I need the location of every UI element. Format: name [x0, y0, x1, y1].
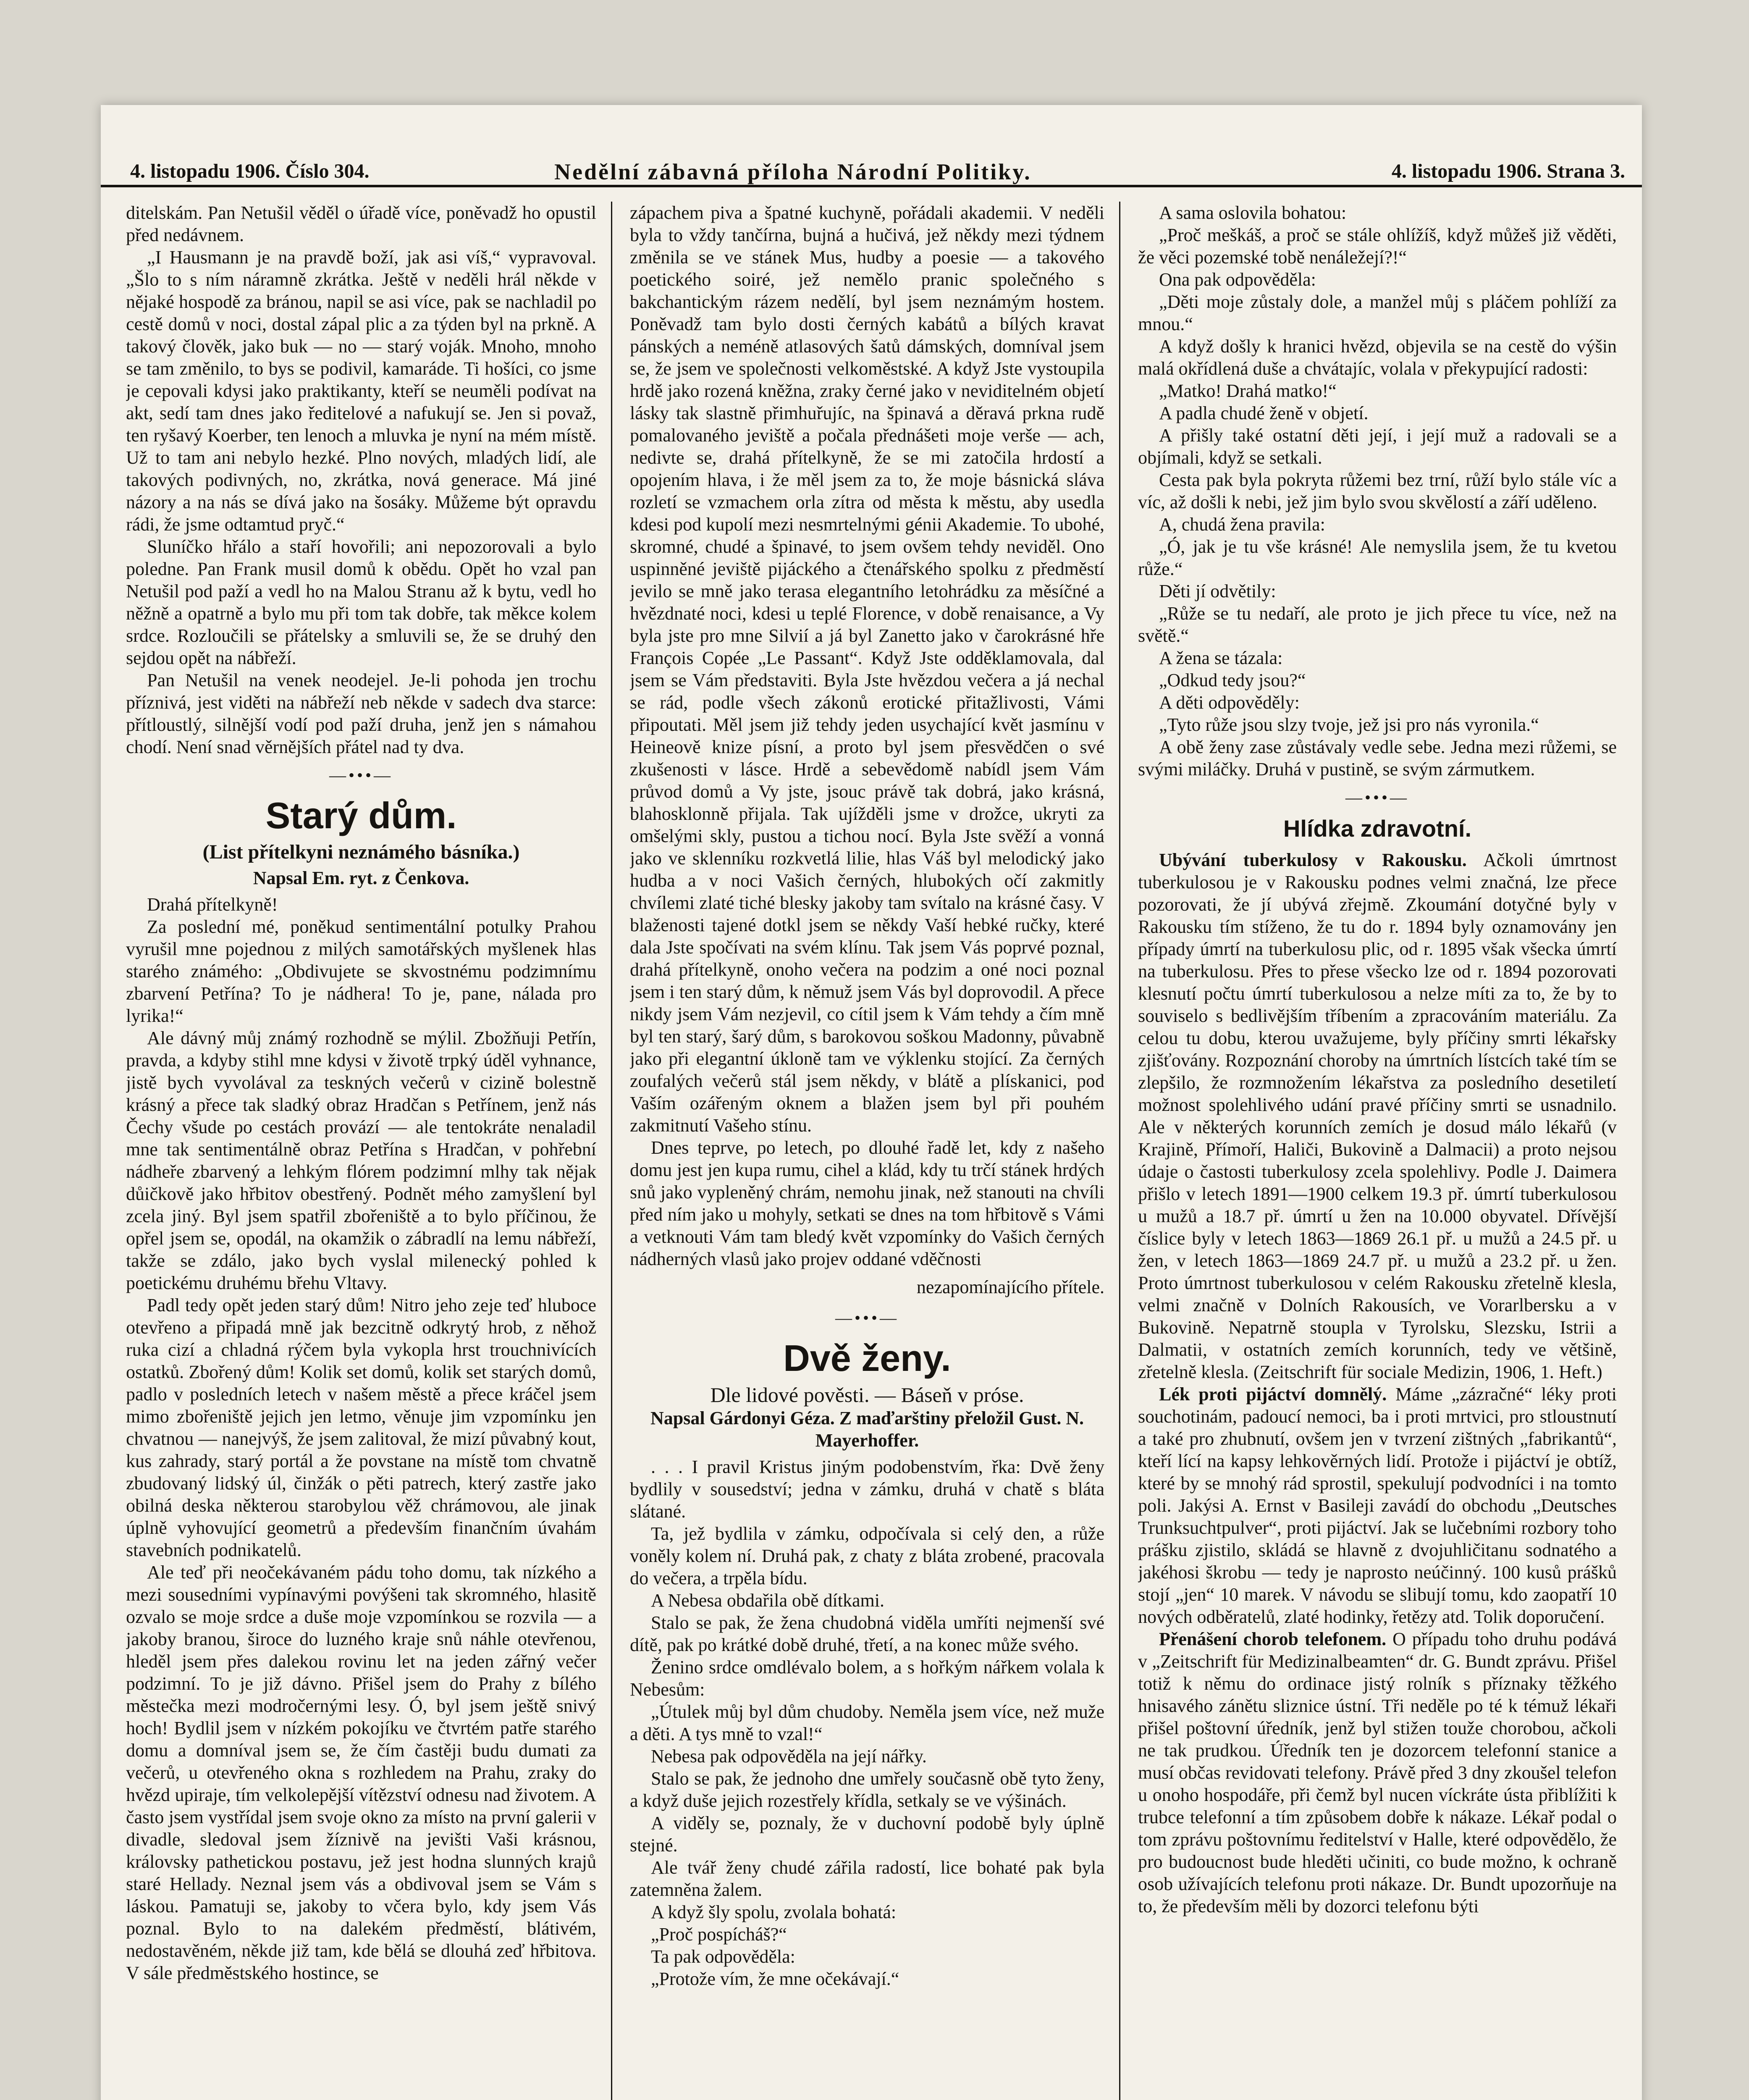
paragraph-text: Máme „zázračné“ léky proti souchotinám, padoucí nemoci, ba i proti mrtvici, pro stloustnutí a také pro zhubnutí, ovšem jen v tvrzení zištných „fabrikantů“, kteří lící na kapsy lehkověrných lidí. Protože i pijáctví je obtíž, které by se mnohý rád sprostil, spekulují podvodníci i na tomto poli. Jakýsi A. Ernst v Basileji zavádí do obchodu „Deutsches Trunksuchtpulver“, proti pijáctví. Jak se lučebními rozbory toho prášku zjistilo, skládá se hlavně z dvojuhličitanu sodnatého a jakéhosi škrobu — tedy je naprosto neúčinný. 100 kusů prášků stojí „jen“ 10 marek. V návodu se slibují tomu, kdo zaopatří 10 nových odběratelů, zlaté hodinky, řetězy atd. Tolik doporučení. — [1138, 1384, 1617, 1627]
paragraph: Ta, jež bydlila v zámku, odpočívala si celý den, a růže voněly kolem ní. Druhá pak, z chaty z bláta zrobené, pracovala do večera, a trpěla bídu. — [630, 1523, 1104, 1588]
paragraph: Pan Netušil na venek neodejel. Je-li pohoda jen trochu příznivá, jest viděti na nábřeží neb někde v sadech dva starce: přítloustlý, silnější vodí pod paží druha, jenž jen s námahou chodí. Není snad věrnějších přátel nad ty dva. — [126, 670, 596, 757]
paragraph: „Protože vím, že mne očekávají.“ — [651, 1969, 899, 1989]
paragraph: Ona pak odpověděla: — [1159, 269, 1316, 290]
paragraph — [1138, 1628, 1617, 1917]
paragraph: Stalo se pak, že jednoho dne umřely současně obě tyto ženy, a když duše jejich rozestřely křídla, setkaly se ve výšinách. — [630, 1768, 1104, 1811]
paragraph: „I Hausmann je na pravdě boží, jak asi víš,“ vypravoval. „Šlo to s ním náramně zkrátka. Ještě v neděli hrál někde v nějaké hospodě za bránou, napil se asi více, pak se nachladil po cestě domů v noci, dostal zápal plic a za týden byl na prkně. A takový člověk, jako buk — no — starý voják. Mnoho, mnoho se tam změnilo, to bys se podivil, kamaráde. Ti hošíci, co jsme je cepovali kdysi jako praktikanty, kteří se neuměli podívat na akt, sedí tam dnes jako ředitelové a nafukují se. Jen si považ, ten ryšavý Koerber, ten lenoch a mluvka je nyní na mém místě. Už to tam ani nebylo hezké. Plno nových, mladých lidí, ale takových podivných, no, zkrátka, nová generace. Má jiné názory a na nás se dívá jako na šosáky. Můžeme být opravdu rádi, že jsme odtamtud pryč.“ — [126, 247, 596, 535]
paragraph: Sluníčko hřálo a staří hovořili; ani nepozorovali a bylo poledne. Pan Frank musil domů k obědu. Opět ho vzal pan Netušil pod paží a vedl ho na Malou Stranu až k bytu, vedl ho něžně a opatrně a bylo mu při tom tak dobře, tak měkce kolem srdce. Rozloučili se přátelsky a smluvili se, že se druhý den sejdou opět na nábřeží. — [126, 536, 596, 668]
paragraph: „Růže se tu nedaří, ale proto je jich přece tu více, než na světě.“ — [1138, 603, 1617, 646]
paragraph: „Odkud tedy jsou?“ — [1159, 670, 1306, 690]
article-subtitle: (List přítelkyni neznámého básníka.) — [202, 841, 520, 863]
paragraph: Cesta pak byla pokryta růžemi bez trní, růží bylo stále víc a víc, až došli k nebi, jež jim bylo svou skvělostí a září uděleno. — [1138, 470, 1617, 512]
paragraph: A viděly se, poznaly, že v duchovní podobě byly úplně stejné. — [630, 1813, 1104, 1856]
column-1 — [126, 202, 596, 2100]
paragraph: Děti jí odvětily: — [1159, 581, 1276, 601]
paragraph: A když šly spolu, zvolala bohatá: — [651, 1902, 897, 1922]
paragraph: Dnes teprve, po letech, po dlouhé řadě let, kdy z našeho domu jest jen kupa rumu, cihel a klád, kdy tu trčí stánek hrdých snů jako vypleněný chrám, nemohu jinak, než stanouti na chvíli před ním jako u mohyly, setkati se dnes na tom hřbitově s Vámi a vetknouti Vám tam bledý květ vzpomínky do Vašich černých nádherných vlasů jako projev oddané vděčnosti — [630, 1137, 1104, 1269]
ornament-divider: —•••— — [1345, 788, 1409, 807]
paragraph: A děti odpověděly: — [1159, 692, 1300, 713]
paragraph: Ženino srdce omdlévalo bolem, a s hořkým nářkem volala k Nebesům: — [630, 1657, 1104, 1700]
paragraph: „Tyto růže jsou slzy tvoje, jež jsi pro nás vyronila.“ — [1159, 714, 1539, 735]
paragraph: ditelskám. Pan Netušil věděl o úřadě více, poněvadž ho opustil před nedávnem. — [126, 202, 596, 245]
paragraph: A žena se tázala: — [1159, 648, 1283, 668]
paragraph-text: O případu toho druhu podává v „Zeitschrift für Medizinalbeamten“ dr. G. Bundt zprávu. Přišel totiž k němu do ordinace jistý rolník s příznaky těžkého hnisavého zánětu sliznice ústní. Tři neděle po té k témuž lékaři přišel poštovní úředník, jenž byl stižen touže chorobou, ačkoli ne tak prudkou. Úředník ten je dozorcem telefonní stanice a musí občas revidovati telefony. Právě před 3 dny zkoušel telefon u onoho hospodáře, při čemž byl nucen víckráte ústa přiblížiti k trubce telefonní a tím způsobem dobře k nákaze. Lékař podal o tom zprávu poštovnímu ředitelství v Halle, které odpovědělo, že pro budoucnost bude hleděti učiniti, co bude možno, k ochraně osob užívajících telefonu proti nákaze. Dr. Bundt upozorňuje na to, že především měli by dozorci telefonu býti — [1138, 1629, 1617, 1916]
paragraph: Drahá přítelkyně! — [147, 894, 278, 915]
column-rule — [1119, 202, 1120, 2100]
paragraph: Ale tvář ženy chudé zářila radostí, lice bohaté pak byla zatemněna žalem. — [630, 1857, 1104, 1900]
paragraph-text: Ačkoli úmrtnost tuberkulosou je v Rakousku podnes velmi značná, lze přece pozorovati, že jí ubývá zřejmě. Zkoumání dotyčné byly v Rakousku tím stíženo, že tu do r. 1894 byly oznamovány jen případy úmrtí na tuberkulosu plic, od r. 1895 však všecka úmrtí na tuberkulosu. Přes to přese všecko lze od r. 1894 pozorovati klesnutí počtu úmrtí tuberkulosou a nelze míti za to, že by to souviselo s bedlivějším tříbením a zpracováním materiálu. Za celou tu dobu, kterou uvažujeme, byly příčiny smrti lékařsky zjišťovány. Rozpoznání choroby na úmrtních lístcích také tím se zlepšilo, že rozmnožením lékařstva za posledního desetiletí možnost spolehlivého udání pravé příčiny smrti se usnadnilo. Ale v některých korunních zemích je dosud málo lékařů (v Krajině, Přímoří, Haliči, Bukovině a Dalmacii) a proto nejsou údaje o častosti tuberkulosy zcela spolehlivy. Podle J. Daimera přišlo v letech 1891—1900 celkem 19.3 př. úmrtí tuberkulosou u mužů a 18.7 př. úmrtí u žen na 10.000 obyvatel. Dřívější číslice byly v letech 1863—1869 26.1 př. u mužů a 24.5 př. u žen, v letech 1863—1869 24.7 př. u mužů a 23.2 př. u žen. Proto úmrtnost tuberkulosou v celém Rakousku zřetelně klesla, velmi značně v Dolních Rakousích, ve Vorarlbersku a v Bukovině. Nepatrně stoupla v Tyrolsku, Slezsku, Istrii a Dalmatii, v ostatních zemích korunních, tedy ve většině, zřetelně klesla. (Zeitschrift für sociale Medizin, 1906, 1. Heft.) — [1138, 850, 1617, 1382]
paragraph — [1138, 849, 1617, 1383]
rubric-heading: Ubývání tuberkulosy v Rakousku. — [1159, 850, 1467, 870]
article-title-dve-zeny: Dvě ženy. — [783, 1337, 951, 1379]
paragraph: A, chudá žena pravila: — [1159, 514, 1325, 535]
paragraph: A když došly k hranici hvězd, objevila se na cestě do výšin malá okřídlená duše a chvátajíc, volala v překypující radosti: — [1138, 336, 1617, 379]
ornament-divider: —•••— — [329, 766, 393, 785]
paragraph: A přišly také ostatní děti její, i její muž a radovali se a objímali, když se setkali. — [1138, 425, 1617, 468]
article-subtitle: Dle lidové pověsti. — Báseň v próse. — [710, 1383, 1024, 1407]
paragraph: A padla chudé ženě v objetí. — [1159, 403, 1369, 423]
paragraph: Stalo se pak, že žena chudobná viděla umříti nejmenší své dítě, pak po krátké době druhé, třetí, a na konec může svého. — [630, 1612, 1104, 1655]
paragraph: Nebesa pak odpověděla na její nářky. — [651, 1746, 927, 1767]
page-header — [101, 155, 1642, 187]
newspaper-page — [101, 105, 1642, 2100]
paragraph — [1138, 1383, 1617, 1628]
ornament-divider: —•••— — [835, 1308, 899, 1327]
signature: nezapomínajícího přítele. — [916, 1277, 1104, 1297]
column-3 — [1138, 202, 1617, 2100]
paragraph: zápachem piva a špatné kuchyně, pořádali akademii. V neděli byla to vždy tančírna, bujná a hučivá, jež někdy mezi týdnem změnila se ve stánek Mus, hudby a poesie — a takového poetického soiré, jež nemělo pranic společného s bakchantickým rázem nedělí, byl jsem neznámým hostem. Poněvadž tam bylo dosti černých kabátů a bílých kravat pánských a neméně atlasových šatů dámských, domníval jsem se, že jsem ve společnosti velkoměstské. A když Jste vystoupila hrdě jako rozená kněžna, zraky černé jako v neviditelném objetí lásky tak slastně přimhuřujíc, na špinavá a děravá prkna rudě pomalovaného jeviště a počala přednášeti moje verše — ach, nedivte se, drahá přítelkyně, že se mi zatočila hrdostí a opojením hlava, i že měl jsem za to, že moje básnická sláva rozletí se vzmachem orla zítra od města k městu, aby usedla kdesi pod kupolí mezi nesmrtelnými génii Akademie. To ubohé, skromné, chudé a špinavé, to jsem ovšem tehdy neviděl. Ono uspinněné jeviště pijáckého a čtenářského spolku z předměstí jevilo se mně jako terasa elegantního letohrádku za měsíčné a hvězdnaté noci, kdesi u teplé Florence, v době renaisance, a Vy byla jste pro mne Silvií a já byl Zanetto jako v čarokrásné hře François Copée „Le Passant“. Když Jste odděklamovala, dal jsem se Vám představiti. Byla Jste hvězdou večera a já nechal se rád, podle všech zákonů erotické přitažlivosti, Vámi připoutati. Měl jsem již tehdy jeden usychající květ jasmínu v Heineově knize písní, a proto byl jsem přesvědčen o své zkušenosti v lásce. Hrdě a sebevědomě nabídl jsem Vám průvod domů a Vy jste, jsouc právě tak dobrá, jako krásná, blahosklonně přijala. Tak ujížděli jsme v drožce, ukryti za omšelými skly, pustou a tichou nocí. Byla Jste svěží a vonná jako ve sklenníku rozkvetlá lilie, hlas Váš byl melodický jako hudba a v noci Vašich černých, hlubokých očí zakmitly chvílemi zlaté tiché blesky jakoby tam svítalo na krásné časy. V blaženosti tajené dotkl jsem se někdy Vaší hebké ručky, které dala Jste spočívati na svém klínu. Tak jsem Vás poprvé poznal, drahá přítelkyně, onoho večera na podzim a oné noci poznal jsem i ten starý dům, k němuž jsem Vás byl doprovodil. A přece nikdy jsem Vám nezjevil, co cítil jsem k Vám tehdy a čím mně byl ten starý, šarý dům, s barokovou soškou Madonny, půvabně jako při elegantní úkloně tam ve výklenku stojící. Za černých zoufalých večerů stál jsem někdy, v blátě a plískanici, pod Vaším ozářeným oknem a blažen jsem byl při pouhém zakmitnutí Vašeho stínu. — [630, 202, 1104, 1136]
paragraph: . . . I pravil Kristus jiným podobenstvím, řka: Dvě ženy bydlily v sousedství; jedna v zámku, druhá v chatě s blátа slátané. — [630, 1457, 1104, 1522]
paragraph: Ale dávný můj známý rozhodně se mýlil. Zbožňuji Petřín, pravda, a kdyby stihl mne kdysi v životě trpký úděl vyhnance, jistě bych vyvolával za teskných večerů v cizině bolestně krásný a přece tak sladký obraz Hradčan s Petřínem, jenž nás Čechy všude po cestách provází — ale tentokráte nenaladil mne tak sentimentálně obraz Petřína s Hradčan, v pohřební nádheře zbarvený a lehkým flórem podzimní mlhy tak nějak důičkově jako hřbitov obestřený. Podnět mého zamyšlení byl zcela jiný. Byl jsem spatřil zbořeniště a to bylo příčinou, že opřel jsem se, opodál, na okamžik o zábradlí na lemu nábřeží, takže se zdálo, jako bych vyslal milenecký pohled k poetickému druhému břehu Vltavy. — [126, 1028, 596, 1293]
paragraph: Ale teď při neočekávaném pádu toho domu, tak nízkého a mezi sousedními vypínavými povýšeni tak skromného, hlasitě ozvalo se moje srdce a duše moje vzpomínkou se rozvila — a jakoby branou, široce do luzného kraje snů náhle otevřenou, hleděl jsem přes dalekou rovinu let na jeden zářný večer podzimní. To je již dávno. Přišel jsem do Prahy z bílého městečka mezi modročernými lesy. Ó, byl jsem ještě snivý hoch! Bydlil jsem v nízkém pokojíku ve čtvrtém patře starého domu a domníval jsem se, že čím častěji budu dumati za večerů, u otevřeného okna s rozhledem na Prahu, zraky do hvězd upiraje, tím velkolepější vítězství odnesu nad životem. A často jsem vystřídal jsem svoje okno za místo na první galerii v divadle, sledoval jsem žíznivě na jevišti Vaši krásnou, královsky pathetickou postavu, jež jest hodna slunných krajů staré Hellady. Neznal jsem vás a obdivoval jsem se Vám s láskou. Pamatuji se, jakoby to včera bylo, kdy jsem Vás poznal. Bylo to na dalekém předměstí, blátivém, nedostavěném, někde již tam, kde bělá se dlouhá zeď hřbitova. V sále předměstského hostince, se — [126, 1562, 596, 1983]
paragraph: „Proč meškáš, a proč se stále ohlížíš, když můžeš již věděti, že věci pozemské tobě nenáležejí?!“ — [1138, 225, 1617, 268]
paragraph: A sama oslovila bohatou: — [1159, 202, 1347, 223]
header-date-page: 4. listopadu 1906. Strana 3. — [1391, 160, 1625, 182]
column-2 — [630, 202, 1104, 2100]
paragraph: A obě ženy zase zůstávaly vedle sebe. Jedna mezi růžemi, se svými miláčky. Druhá v pustině, se svým zármutkem. — [1138, 737, 1617, 780]
column-rule — [611, 202, 612, 2100]
paragraph: „Děti moje zůstaly dole, a manžel můj s pláčem pohlíží za mnou.“ — [1138, 291, 1617, 334]
article-byline: Napsal Gárdonyi Géza. Z maďarštiny přeložil Gust. N. Mayerhoffer. — [650, 1408, 1084, 1451]
section-title-hlidka-zdravotni: Hlídka zdravotní. — [1283, 815, 1472, 842]
paragraph: „Proč pospícháš?“ — [651, 1924, 787, 1945]
article-byline: Napsal Em. ryt. z Čenkova. — [253, 868, 469, 888]
rubric-heading: Lék proti pijáctví domnělý. — [1159, 1384, 1387, 1404]
paragraph: „Útulek můj byl dům chudoby. Neměla jsem více, než muže a děti. A tys mně to vzal!“ — [630, 1701, 1104, 1744]
header-masthead: Nedělní zábavná příloha Národní Politiky. — [554, 159, 1032, 184]
header-date-issue: 4. listopadu 1906. Číslo 304. — [130, 160, 370, 182]
paragraph: „Matko! Drahá matko!“ — [1159, 381, 1337, 401]
paragraph: „Ó, jak je tu vše krásné! Ale nemyslila jsem, že tu kvetou růže.“ — [1138, 536, 1617, 579]
rubric-heading: Přenášení chorob telefonem. — [1159, 1629, 1387, 1649]
paragraph: Ta pak odpověděla: — [651, 1946, 795, 1967]
article-title-stary-dum: Starý dům. — [265, 795, 457, 836]
paragraph: A Nebesa obdařila obě dítkami. — [651, 1590, 884, 1611]
paragraph: Za poslední mé, poněkud sentimentální potulky Prahou vyrušil mne pojednou z milých samotářských myšlenek hlas starého známého: „Obdivujete se skvostnému podzimnímu zbarvení Petřína? To je nádhera! To je, pane, nálada pro lyrika!“ — [126, 916, 596, 1026]
paragraph: Padl tedy opět jeden starý dům! Nitro jeho zeje teď hluboce otevřeno a připadá mně jak bezcitně odkrytý hrob, z něhož ruka cizí a chladná rýčem byla vykopla hrst trouchnivících ostatků. Zbořený dům! Kolik set domů, kolik set starých domů, padlo v posledních letech v našem městě a přece kráčel jsem mimo zbořeniště jejich jen letmo, věnuje jim vzpomínku jen chvatnou — nanejvýš, že jsem zalitoval, že mizí půvabný kout, kus zahrady, starý portál a že povstane na místě tom chvatně zbudovaný lidský úl, činžák o pěti patrech, který zastře jako obilná deska některou starobylou věž chrámovou, ale jinak úplně vyhovující geometrů a především finančním úvahám stavebních podnikatelů. — [126, 1295, 596, 1560]
